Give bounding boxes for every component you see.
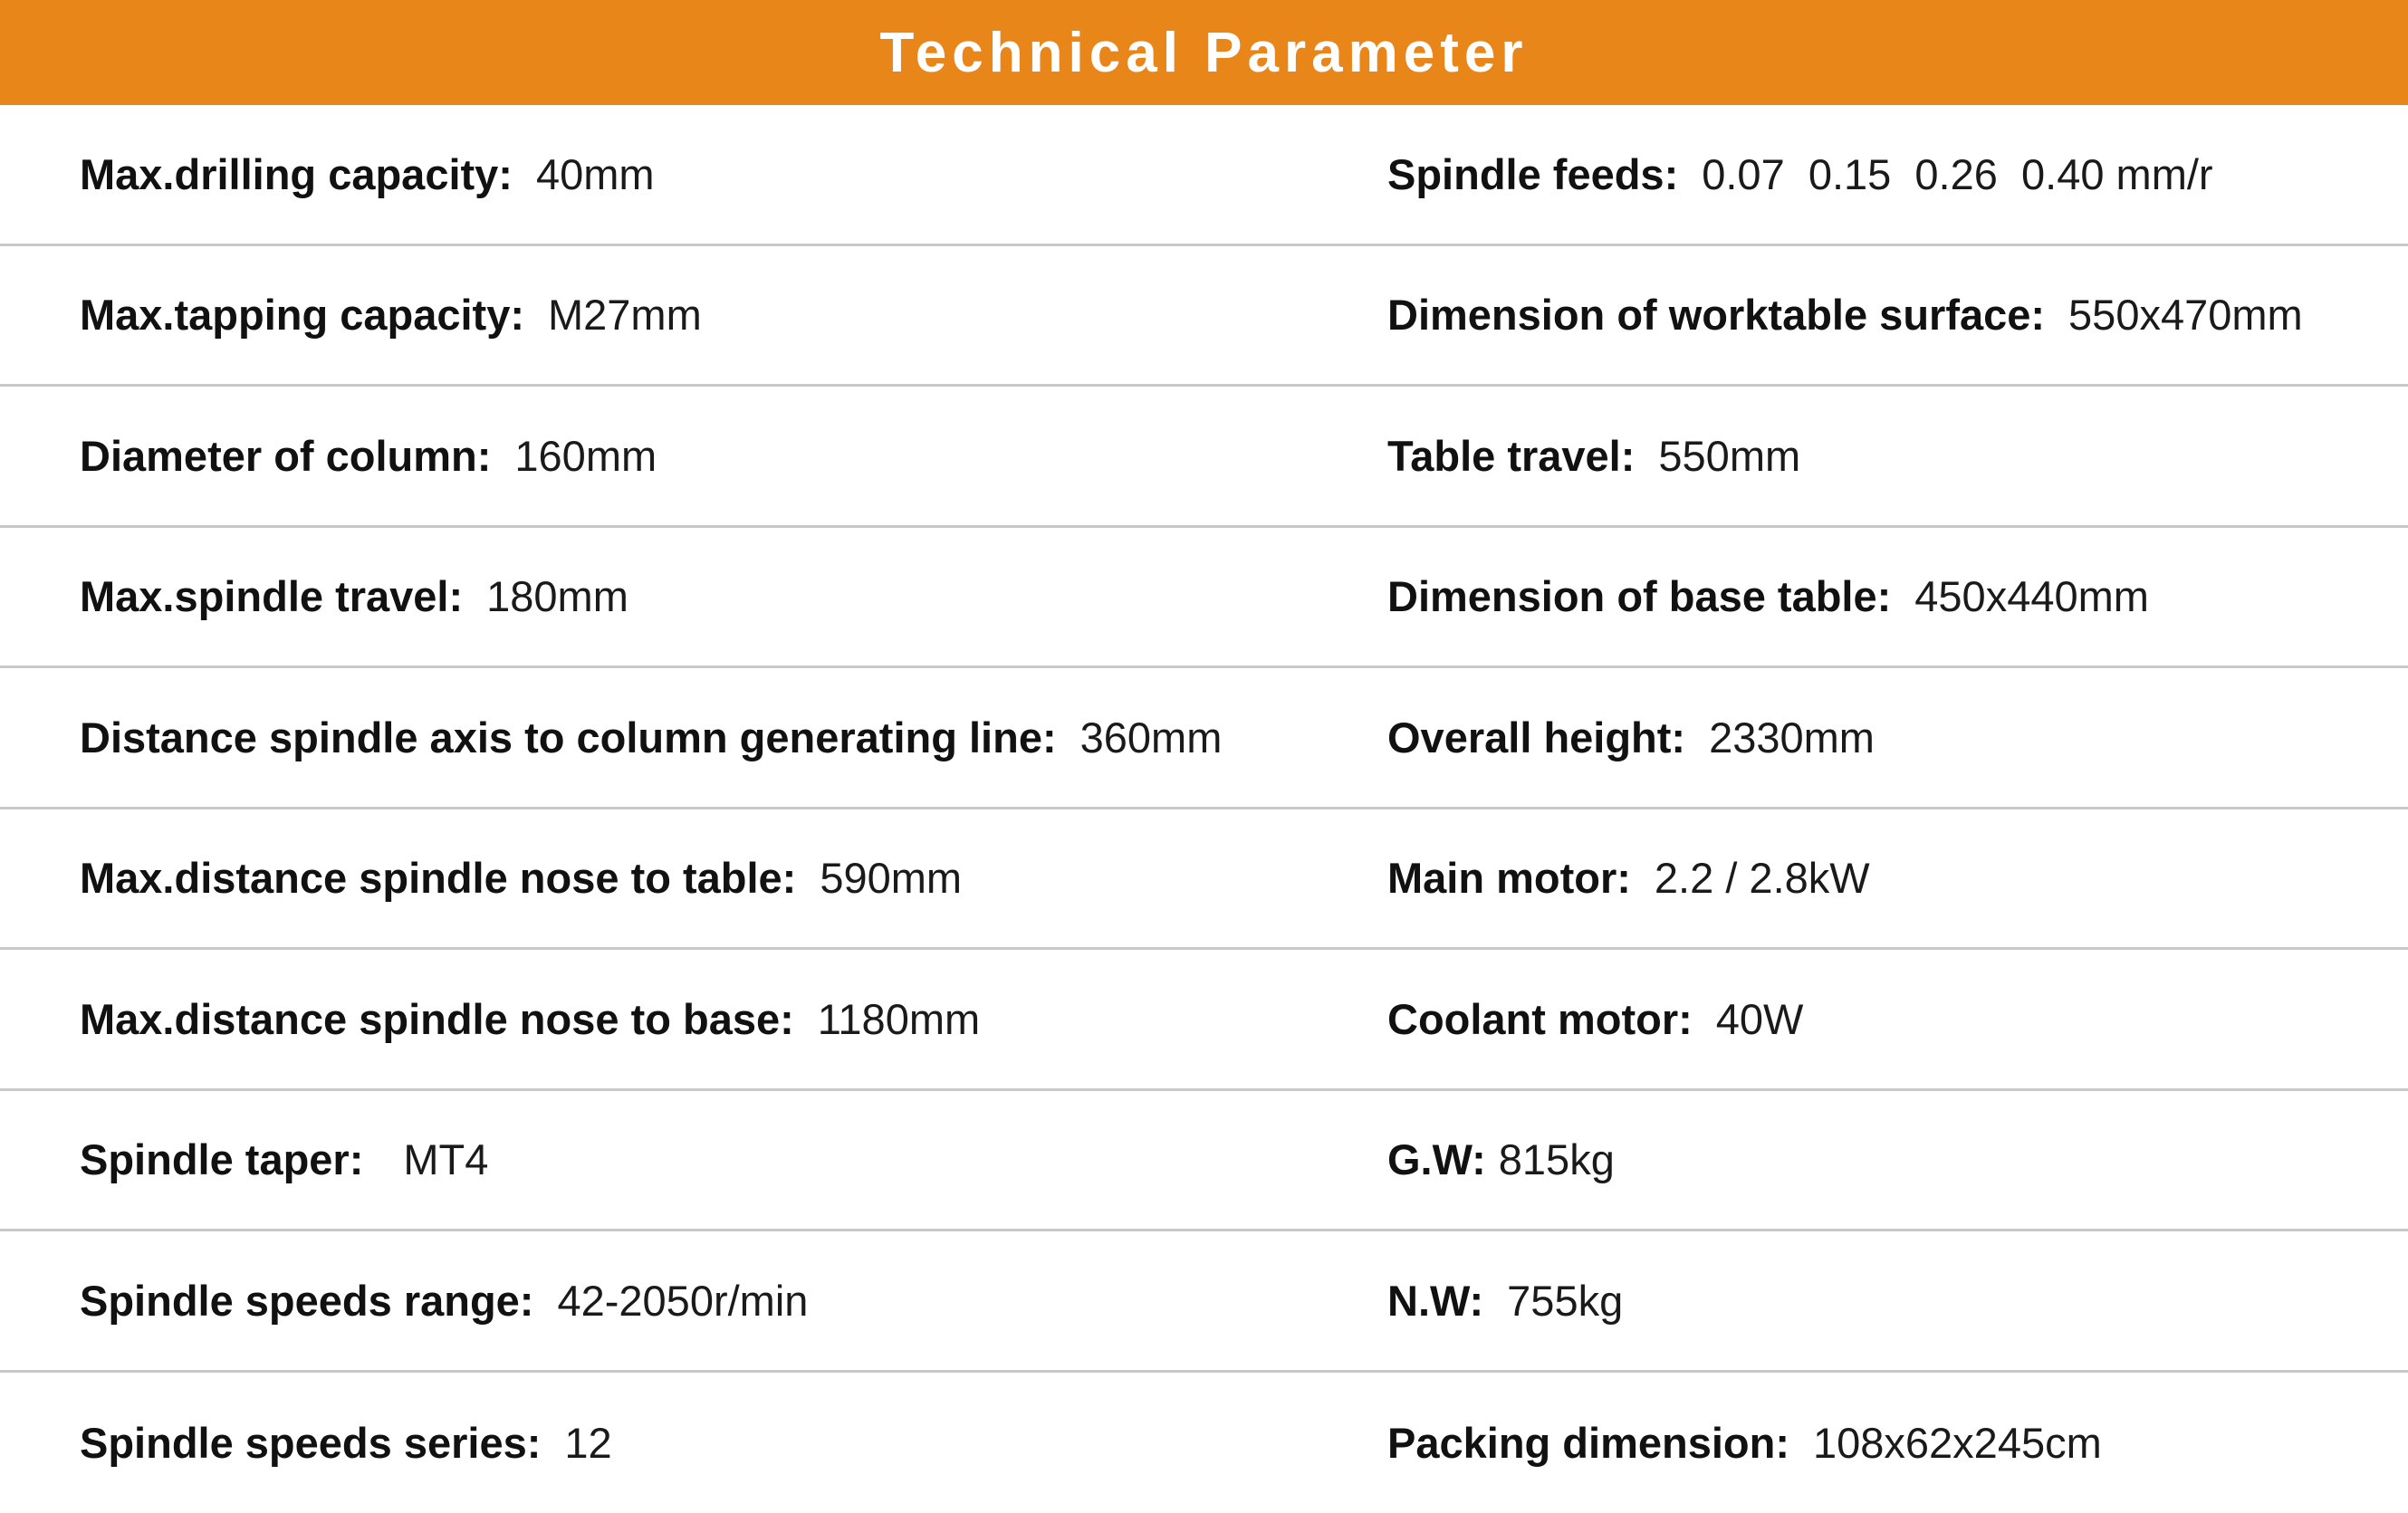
parameter-value: 160mm	[514, 431, 657, 480]
parameter-cell-left	[80, 528, 628, 666]
table-row	[0, 1231, 2408, 1373]
table-row	[0, 950, 2408, 1091]
parameter-label: Spindle taper:	[80, 1135, 364, 1184]
parameter-label: Coolant motor:	[1387, 994, 1693, 1043]
parameter-cell-left	[80, 387, 657, 525]
parameter-label: Max.distance spindle nose to table:	[80, 854, 797, 903]
parameter-value: 450x440mm	[1914, 572, 2149, 621]
parameter-cell-right	[1387, 528, 2149, 666]
table-row	[0, 105, 2408, 246]
parameter-cell-left	[80, 105, 655, 244]
parameter-value: 0.07 0.15 0.26 0.40 mm/r	[1702, 149, 2213, 198]
parameter-cell-right	[1387, 246, 2303, 385]
parameter-cell-left	[80, 246, 702, 385]
parameter-table	[0, 105, 2408, 1513]
parameter-label: Max.spindle travel:	[80, 572, 464, 621]
parameter-value: 550x470mm	[2068, 291, 2303, 340]
parameter-cell-left	[80, 1231, 808, 1370]
parameter-value: 12	[564, 1418, 612, 1467]
table-row	[0, 1373, 2408, 1513]
parameter-value: 180mm	[486, 572, 628, 621]
parameter-label: Packing dimension:	[1387, 1418, 1789, 1467]
header-bar	[0, 0, 2408, 105]
page-title: Technical Parameter	[879, 21, 1529, 84]
table-row	[0, 246, 2408, 388]
parameter-value: 1180mm	[817, 994, 981, 1043]
parameter-label: N.W:	[1387, 1276, 1484, 1325]
parameter-label: Dimension of base table:	[1387, 572, 1892, 621]
parameter-label: Dimension of worktable surface:	[1387, 291, 2046, 340]
parameter-cell-left	[80, 668, 1222, 807]
parameter-value: 40W	[1715, 994, 1804, 1043]
parameter-value: 2330mm	[1709, 713, 1875, 761]
parameter-label: Max.drilling capacity:	[80, 149, 513, 198]
table-row	[0, 528, 2408, 669]
parameter-cell-left	[80, 1373, 612, 1513]
parameter-cell-right	[1387, 950, 1803, 1088]
parameter-label: Max.tapping capacity:	[80, 291, 524, 340]
parameter-label: Max.distance spindle nose to base:	[80, 994, 794, 1043]
parameter-label: Spindle speeds series:	[80, 1418, 542, 1467]
parameter-cell-left	[80, 1091, 488, 1230]
parameter-cell-left	[80, 950, 980, 1088]
parameter-label: Table travel:	[1387, 431, 1636, 480]
parameter-cell-right	[1387, 1091, 1615, 1230]
parameter-value: 360mm	[1079, 713, 1223, 761]
parameter-label: Spindle speeds range:	[80, 1276, 534, 1325]
parameter-label: Main motor:	[1387, 854, 1631, 903]
parameter-cell-right	[1387, 1231, 1623, 1370]
parameter-value: 755kg	[1507, 1276, 1624, 1325]
parameter-label: Spindle feeds:	[1387, 149, 1679, 198]
parameter-label: Distance spindle axis to column generating line:	[80, 713, 1057, 761]
parameter-value: 590mm	[820, 854, 963, 903]
parameter-cell-right	[1387, 668, 1875, 807]
parameter-cell-right	[1387, 105, 2213, 244]
parameter-label: Diameter of column:	[80, 431, 492, 480]
table-row	[0, 809, 2408, 951]
parameter-value: 550mm	[1658, 431, 1801, 480]
table-row	[0, 668, 2408, 809]
parameter-cell-right	[1387, 387, 1800, 525]
parameter-cell-left	[80, 809, 962, 948]
parameter-value: 40mm	[535, 149, 655, 198]
parameter-value: 42-2050r/min	[557, 1276, 809, 1325]
table-row	[0, 1091, 2408, 1232]
parameter-value: M27mm	[548, 291, 702, 340]
table-row	[0, 387, 2408, 528]
parameter-value: 108x62x245cm	[1812, 1418, 2102, 1467]
parameter-cell-right	[1387, 809, 1870, 948]
parameter-label: G.W:	[1387, 1135, 1486, 1184]
parameter-value: 2.2 / 2.8kW	[1654, 854, 1870, 903]
parameter-label: Overall height:	[1387, 713, 1686, 761]
parameter-cell-right	[1387, 1373, 2102, 1513]
parameter-value: MT4	[403, 1135, 489, 1184]
parameter-value: 815kg	[1498, 1135, 1615, 1184]
